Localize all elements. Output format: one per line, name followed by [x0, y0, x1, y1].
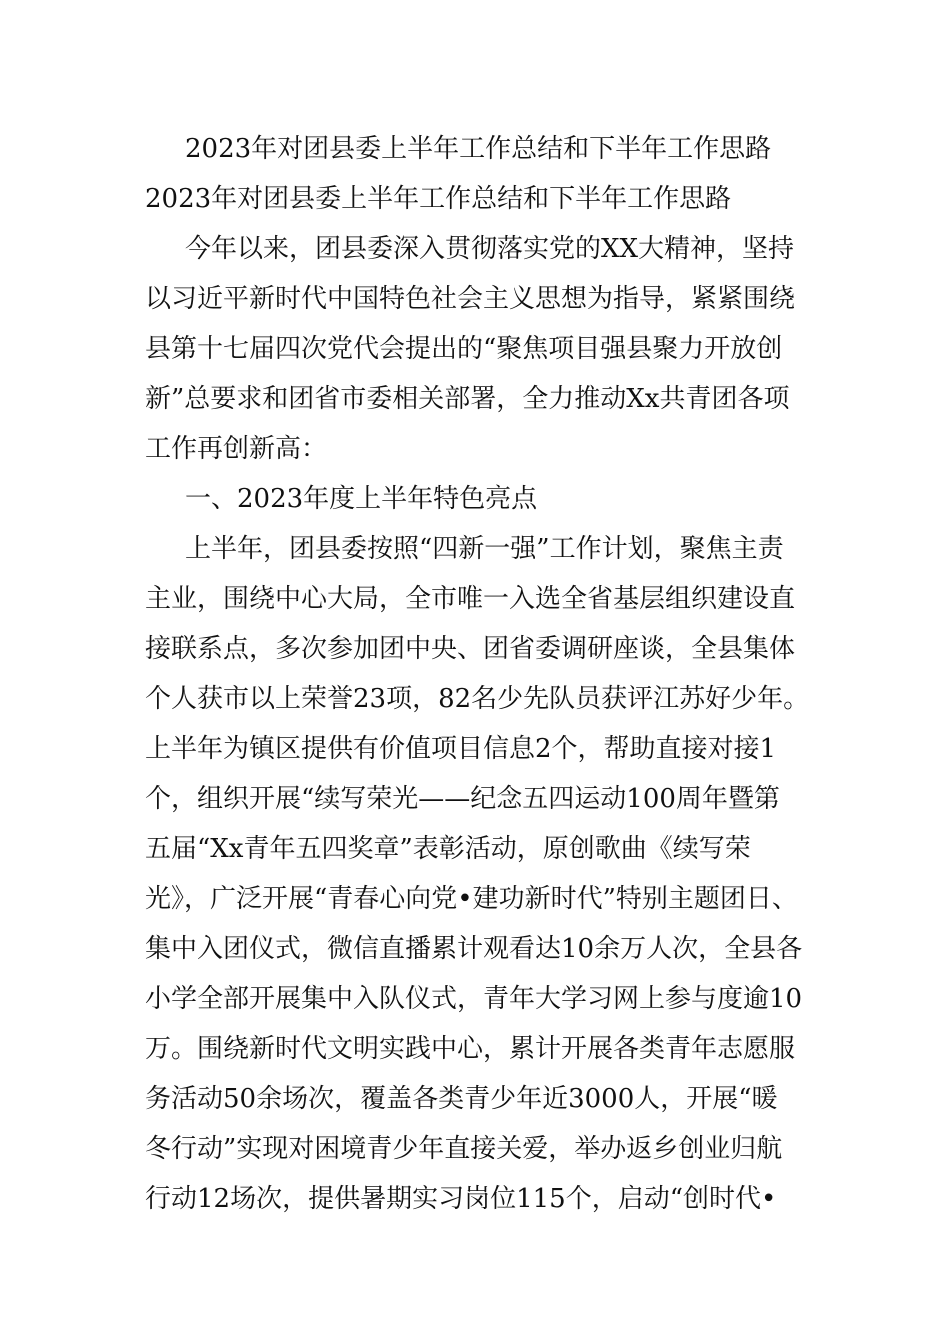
document-title: 2023年对团县委上半年工作总结和下半年工作思路: [185, 134, 772, 164]
body-line: 个人获市以上荣誉23项，82名少先队员获评江苏好少年。: [145, 684, 810, 714]
intro-line: 今年以来，团县委深入贯彻落实党的XX大精神，坚持: [185, 234, 795, 264]
section-heading: 一、2023年度上半年特色亮点: [185, 484, 538, 514]
body-line: 上半年为镇区提供有价值项目信息2个，帮助直接对接1: [145, 734, 777, 764]
body-line: 小学全部开展集中入队仪式，青年大学习网上参与度逾10: [145, 984, 803, 1014]
intro-line: 县第十七届四次党代会提出的“聚焦项目强县聚力开放创: [145, 334, 783, 364]
body-line: 接联系点，多次参加团中央、团省委调研座谈，全县集体: [145, 634, 796, 664]
body-line: 务活动50余场次，覆盖各类青少年近3000人，开展“暖: [145, 1084, 778, 1114]
body-line: 冬行动”实现对困境青少年直接关爱，举办返乡创业归航: [145, 1134, 783, 1164]
body-line: 上半年，团县委按照“四新一强”工作计划，聚焦主责: [185, 534, 784, 564]
document-subtitle: 2023年对团县委上半年工作总结和下半年工作思路: [145, 184, 732, 214]
body-line: 个，组织开展“续写荣光——纪念五四运动100周年暨第: [145, 784, 780, 814]
body-line: 集中入团仪式，微信直播累计观看达10余万人次，全县各: [145, 934, 803, 964]
body-line: 光》，广泛开展“青春心向党•建功新时代”特别主题团日、: [145, 884, 798, 914]
intro-line: 工作再创新高：: [145, 434, 328, 464]
body-line: 行动12场次，提供暑期实习岗位115个，启动“创时代•: [145, 1184, 777, 1214]
body-line: 五届“Xx青年五四奖章”表彰活动，原创歌曲《续写荣: [145, 834, 751, 864]
intro-line: 新”总要求和团省市委相关部署，全力推动Xx共青团各项: [145, 384, 790, 414]
body-line: 主业，围绕中心大局，全市唯一入选全省基层组织建设直: [145, 584, 796, 614]
body-line: 万。围绕新时代文明实践中心，累计开展各类青年志愿服: [145, 1034, 796, 1064]
intro-line: 以习近平新时代中国特色社会主义思想为指导，紧紧围绕: [145, 284, 796, 314]
